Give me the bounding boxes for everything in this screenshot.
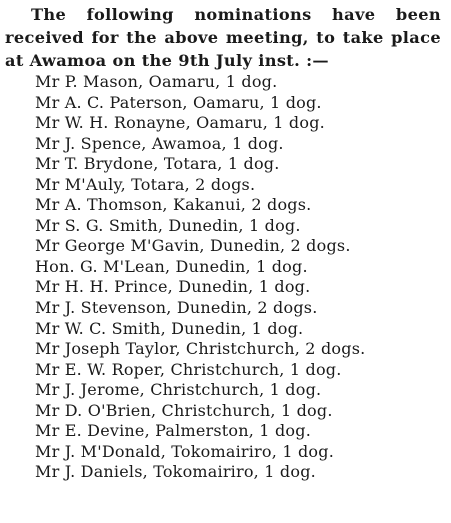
nomination-entry: Mr A. C. Paterson, Oamaru, 1 dog. xyxy=(35,92,322,112)
nomination-entry: Mr J. Jerome, Christchurch, 1 dog. xyxy=(35,380,322,400)
nomination-entry: Mr S. G. Smith, Dunedin, 1 dog. xyxy=(35,215,301,235)
nomination-entry: Mr M'Auly, Totara, 2 dogs. xyxy=(35,174,256,194)
nomination-entry: Mr H. H. Prince, Dunedin, 1 dog. xyxy=(35,277,311,297)
nomination-entry: Mr A. Thomson, Kakanui, 2 dogs. xyxy=(35,195,312,215)
nomination-entry: Hon. G. M'Lean, Dunedin, 1 dog. xyxy=(35,256,308,276)
nomination-entry: Mr George M'Gavin, Dunedin, 2 dogs. xyxy=(35,236,351,256)
nomination-entry: Mr J. Stevenson, Dunedin, 2 dogs. xyxy=(35,298,318,318)
nomination-entry: Mr E. Devine, Palmerston, 1 dog. xyxy=(35,421,311,441)
nomination-entry: Mr Joseph Taylor, Christchurch, 2 dogs. xyxy=(35,339,366,359)
nomination-entry: Mr W. H. Ronayne, Oamaru, 1 dog. xyxy=(35,113,325,133)
nomination-entry: Mr T. Brydone, Totara, 1 dog. xyxy=(35,154,280,174)
intro-paragraph xyxy=(5,3,441,72)
nomination-entry: Mr D. O'Brien, Christchurch, 1 dog. xyxy=(35,400,333,420)
nomination-entry: Mr J. Spence, Awamoa, 1 dog. xyxy=(35,133,284,153)
nomination-entry: Mr E. W. Roper, Christchurch, 1 dog. xyxy=(35,359,342,379)
nomination-entry: Mr P. Mason, Oamaru, 1 dog. xyxy=(35,72,278,91)
nomination-entry: Mr J. Daniels, Tokomairiro, 1 dog. xyxy=(35,462,316,482)
nomination-entry: Mr J. M'Donald, Tokomairiro, 1 dog. xyxy=(35,441,334,461)
intro-text: The following nominations have been received for the above meeting, to take place at Awamoa on the 9th July inst. :— xyxy=(5,5,441,70)
nomination-entry: Mr W. C. Smith, Dunedin, 1 dog. xyxy=(35,318,304,338)
nominations-list xyxy=(5,72,441,483)
